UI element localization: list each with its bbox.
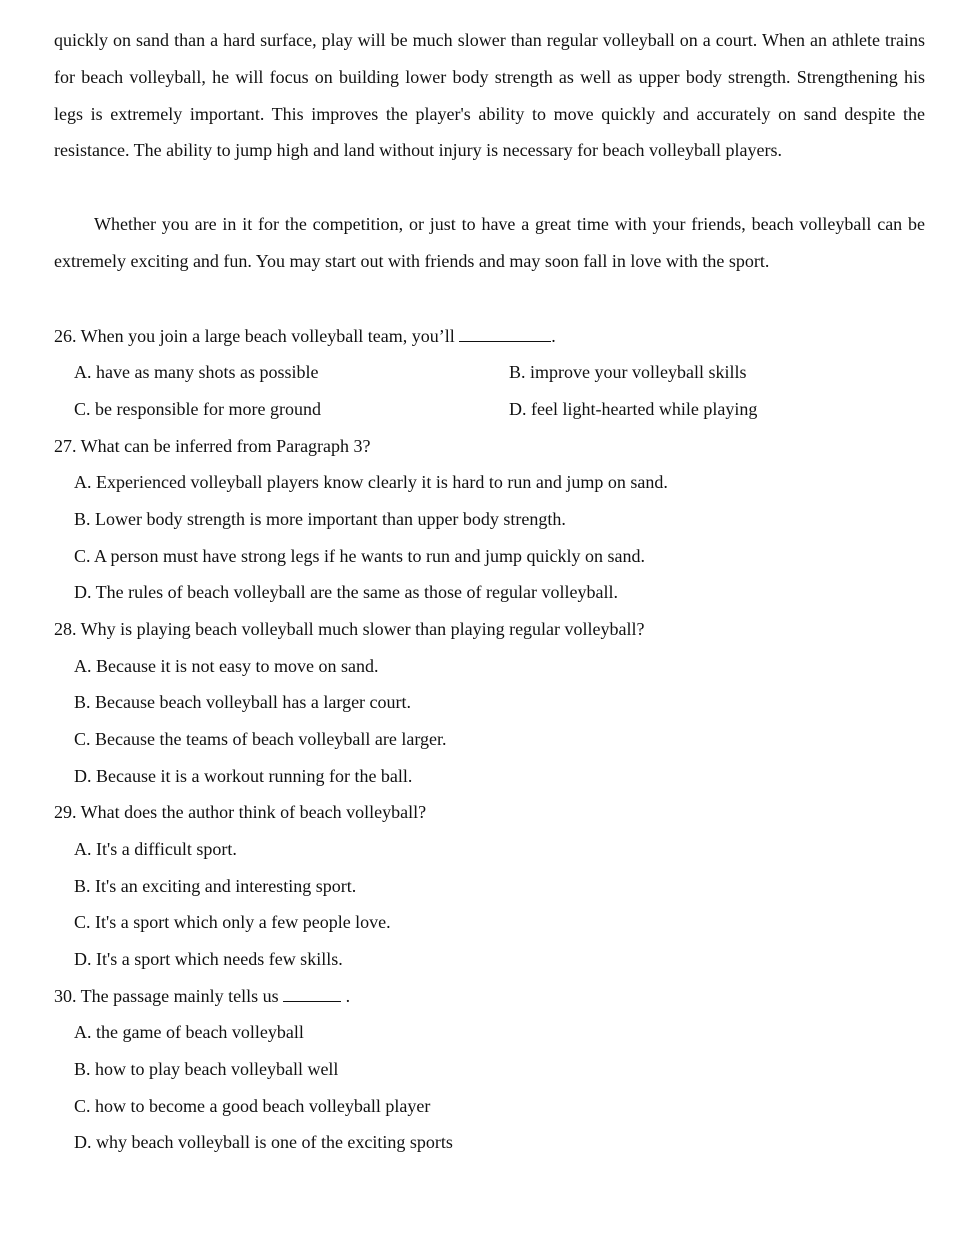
question-end: . xyxy=(551,326,556,346)
answer-option: B. how to play beach volleyball well xyxy=(74,1059,339,1079)
answer-option: B. Because beach volleyball has a larger court. xyxy=(74,692,412,712)
passage-paragraph: quickly on sand than a hard surface, play will be much slower than regular volleyball on a court. When an athlete trains for beach volleyball, he will focus on building lower body strength as well as upper body strength. Strengthening his legs is extremely important. This improves the player's ability to move quickly and accurately on sand despite the resistance. The ability to jump high and land without injury is necessary for beach volleyball players. xyxy=(54,30,925,161)
question-stem: 29. What does the author think of beach volleyball? xyxy=(54,802,427,822)
answer-option: C. Because the teams of beach volleyball are larger. xyxy=(74,729,447,749)
question-end: . xyxy=(345,986,351,1006)
question-stem xyxy=(54,984,350,1008)
question-stem xyxy=(54,324,556,348)
answer-option: C. A person must have strong legs if he wants to run and jump quickly on sand. xyxy=(74,546,645,566)
answer-option: A. Experienced volleyball players know clearly it is hard to run and jump on sand. xyxy=(74,472,668,492)
answer-option: C. be responsible for more ground xyxy=(74,399,321,419)
answer-option: B. Lower body strength is more important than upper body strength. xyxy=(74,509,566,529)
answer-option: B. improve your volleyball skills xyxy=(509,362,747,382)
question-stem: 28. Why is playing beach volleyball much slower than playing regular volleyball? xyxy=(54,619,645,639)
question-stem: 27. What can be inferred from Paragraph 3? xyxy=(54,436,371,456)
answer-blank xyxy=(459,327,551,342)
answer-option: A. Because it is not easy to move on sand. xyxy=(74,656,379,676)
answer-option: D. The rules of beach volleyball are the same as those of regular volleyball. xyxy=(74,582,618,602)
answer-option: A. the game of beach volleyball xyxy=(74,1022,304,1042)
question-text: 26. When you join a large beach volleyball team, you’ll xyxy=(54,326,455,346)
answer-option: B. It's an exciting and interesting sport. xyxy=(74,876,357,896)
answer-option: D. why beach volleyball is one of the exciting sports xyxy=(74,1132,453,1152)
answer-option: D. feel light-hearted while playing xyxy=(509,399,758,419)
answer-option: C. how to become a good beach volleyball player xyxy=(74,1096,431,1116)
answer-option: D. It's a sport which needs few skills. xyxy=(74,949,343,969)
question-text: 30. The passage mainly tells us xyxy=(54,986,279,1006)
answer-option: A. It's a difficult sport. xyxy=(74,839,237,859)
passage-paragraph: Whether you are in it for the competition, or just to have a great time with your friends, beach volleyball can be extremely exciting and fun. You may start out with friends and may soon fall in love with the sport. xyxy=(54,214,925,271)
answer-blank xyxy=(283,987,341,1002)
answer-option: C. It's a sport which only a few people love. xyxy=(74,912,391,932)
answer-option: D. Because it is a workout running for the ball. xyxy=(74,766,413,786)
answer-option: A. have as many shots as possible xyxy=(74,362,319,382)
